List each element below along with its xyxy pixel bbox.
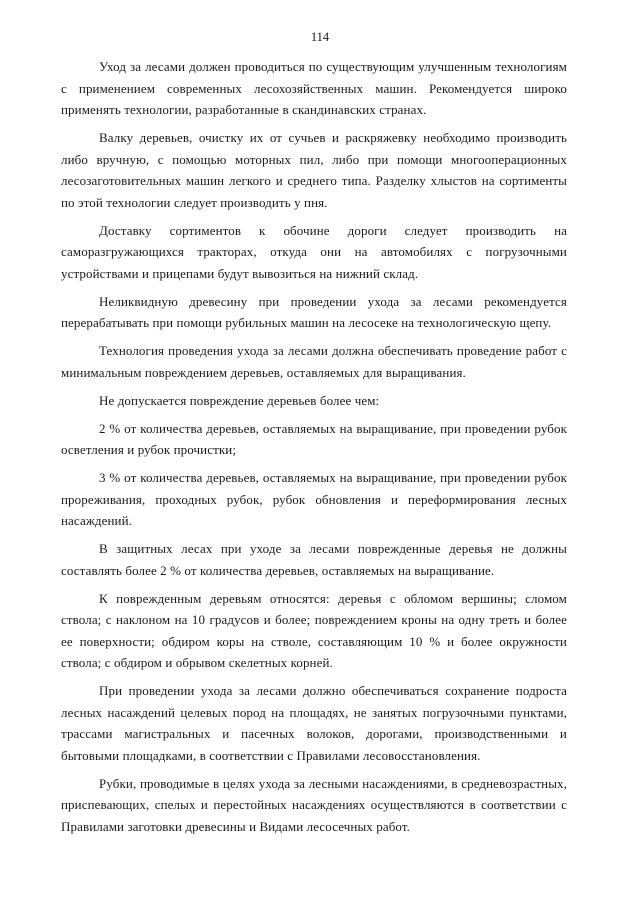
paragraph-felling-rules: Рубки, проводимые в целях ухода за лесными насаждениями, в средневозрастных, приспевающих, спелых и перестойных насаждениях осуществляются в соответствии с Правилами заготовки древесины и Видами лесосечных работ. [61,775,567,834]
paragraph-protective-forests: В защитных лесах при уходе за лесами поврежденные деревья не должны составлять более 2 % от количества деревьев, оставляемых на выращивание. [61,541,567,578]
paragraph-non-liquid-wood: Неликвидную древесину при проведении ухода за лесами рекомендуется перерабатывать при помощи рубильных машин на лесосеке на технологическую щепу. [61,293,567,330]
document-body [61,56,567,844]
paragraph-felling-methods: Валку деревьев, очистку их от сучьев и раскряжевку необходимо производить либо вручную, с помощью моторных пил, либо при помощи многооперационных лесозаготовительных машин легкого и среднего типа. Разделку хлыстов на сортименты по этой технологии следует производить у пня. [61,130,567,210]
paragraph-damage-limit-3-percent: 3 % от количества деревьев, оставляемых на выращивание, при проведении рубок прореживания, проходных рубок, рубок обновления и переформирования лесных насаждений. [61,470,567,528]
paragraph-undergrowth-preservation: При проведении ухода за лесами должно обеспечиваться сохранение подроста лесных насаждений целевых пород на площадях, не занятых погрузочными пунктами, трассами магистральных и пасечных волоков, дорогами, производственными и бытовыми площадками, в соответствии с Правилами лесовосстановления. [61,683,567,763]
paragraph-assortment-delivery: Доставку сортиментов к обочине дороги следует производить на саморазгружающихся тракторах, откуда они на автомобилях с погрузочными устройствами и прицепами будут вывозиться на нижний склад. [61,222,567,281]
paragraph-damage-limit-2-percent: 2 % от количества деревьев, оставляемых на выращивание, при проведении рубок осветления и рубок прочистки; [61,420,567,457]
paragraph-damaged-trees-definition: К поврежденным деревьям относятся: деревья с обломом вершины; сломом ствола; с наклоном на 10 градусов и более; повреждением кроны на одну треть и более ее поверхности; обдиром коры на стволе, составляющим 10 % и более окружности ствола; с обдиром и обрывом скелетных корней. [61,590,567,670]
page-number: 114 [310,30,330,44]
paragraph-minimal-damage: Технология проведения ухода за лесами должна обеспечивать проведение работ с минимальным повреждением деревьев, оставляемых для выращивания. [61,343,567,380]
paragraph-forest-care-technology: Уход за лесами должен проводиться по существующим улучшенным технологиям с применением современных лесохозяйственных машин. Рекомендуется широко применять технологии, разработанные в скандинавских странах. [61,59,567,117]
paragraph-damage-limit-intro: Не допускается повреждение деревьев более чем: [99,392,380,408]
